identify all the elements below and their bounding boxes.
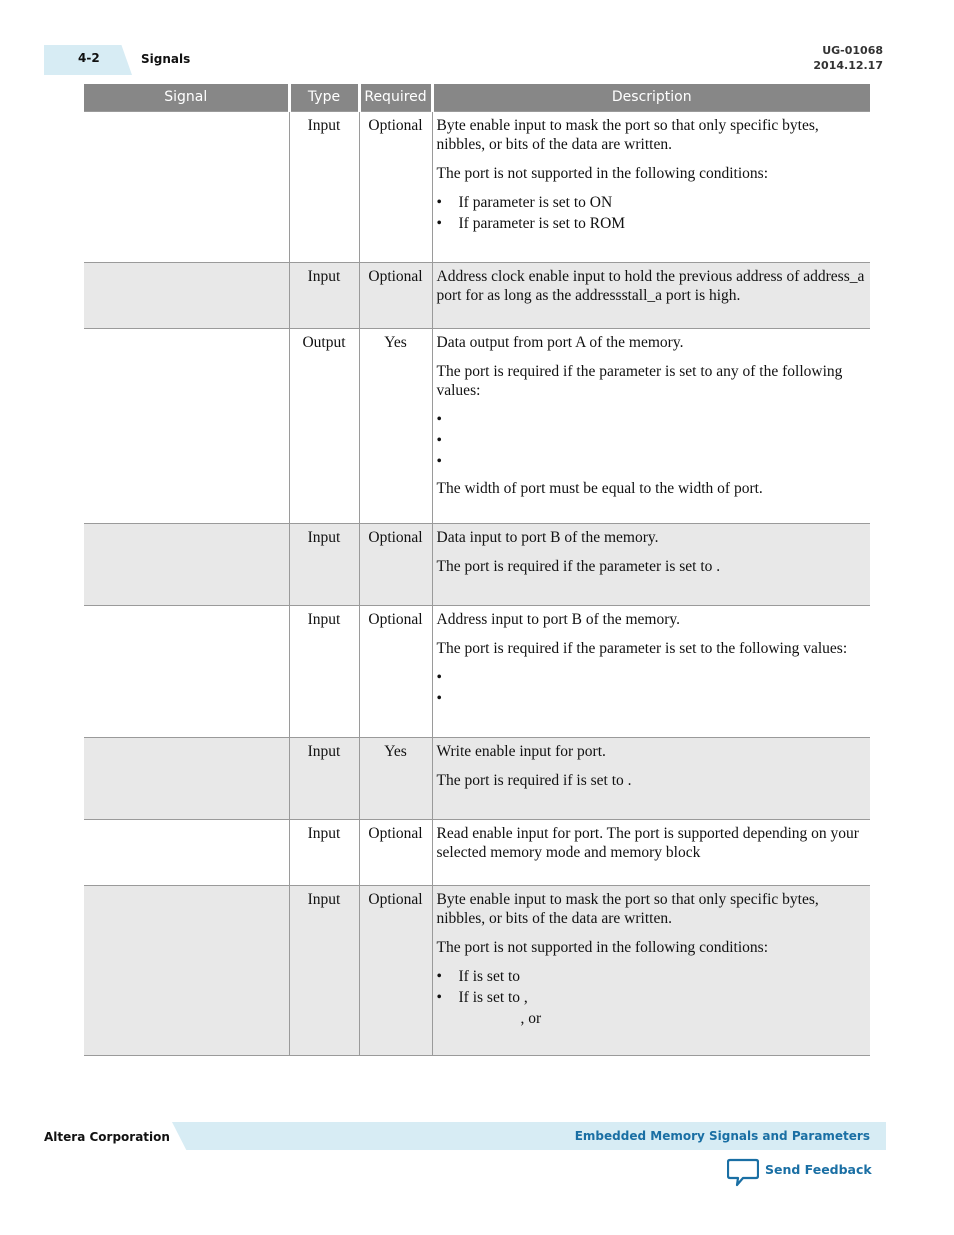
desc-list — [437, 668, 867, 710]
signal-cell — [84, 820, 289, 886]
desc-paragraph: Write enable input for port. — [436, 743, 606, 760]
type-cell: Input — [289, 524, 359, 606]
desc-paragraph: Data input to port B of the memory. — [436, 529, 659, 546]
desc-paragraph: Data output from port A of the memory. — [436, 334, 684, 351]
desc-paragraph: The port is not supported in the following conditions: — [436, 165, 768, 182]
required-cell: Yes — [359, 329, 432, 524]
desc-paragraph: Address input to port B of the memory. — [436, 611, 681, 628]
col-description: Description — [432, 84, 870, 112]
desc-paragraph: Byte enable input to mask the port so that only specific bytes, nibbles, or bits of the data are written. — [436, 117, 819, 153]
description-cell — [432, 886, 870, 1056]
description-cell — [432, 738, 870, 820]
table-row — [84, 886, 870, 1056]
type-cell: Output — [289, 329, 359, 524]
doc-title-link[interactable]: Embedded Memory Signals and Parameters — [574, 1129, 870, 1143]
required-cell: Optional — [359, 112, 432, 263]
page-number: 4-2 — [78, 51, 100, 65]
company-name: Altera Corporation — [44, 1130, 170, 1144]
signal-cell — [84, 606, 289, 738]
speech-bubble-icon[interactable] — [727, 1158, 759, 1188]
list-item: • If parameter is set to ON — [437, 193, 867, 214]
list-item — [437, 668, 867, 689]
required-cell: Optional — [359, 524, 432, 606]
desc-paragraph: The port is not supported in the following conditions: — [436, 939, 768, 956]
desc-paragraph: The port is required if the parameter is set to any of the following values: — [436, 363, 843, 399]
list-item: • If is set to , — [437, 988, 867, 1009]
signal-cell — [84, 738, 289, 820]
doc-id: UG-01068 — [822, 44, 883, 57]
description-cell — [432, 329, 870, 524]
desc-paragraph: Byte enable input to mask the port so that only specific bytes, nibbles, or bits of the data are written. — [436, 891, 819, 927]
table-row — [84, 329, 870, 524]
description-cell — [432, 112, 870, 263]
list-item — [437, 452, 867, 473]
table-row — [84, 524, 870, 606]
required-cell: Yes — [359, 738, 432, 820]
signal-cell — [84, 524, 289, 606]
type-cell: Input — [289, 606, 359, 738]
type-cell: Input — [289, 263, 359, 329]
table-row — [84, 112, 870, 263]
desc-paragraph: The port is required if the parameter is set to the following values: — [436, 640, 848, 657]
table-row — [84, 820, 870, 886]
description-cell — [432, 524, 870, 606]
list-item: • If parameter is set to ROM — [437, 214, 867, 235]
table-row — [84, 738, 870, 820]
signals-table — [84, 84, 870, 1056]
col-type: Type — [289, 84, 359, 112]
desc-paragraph: The port is required if is set to . — [436, 772, 632, 789]
type-cell: Input — [289, 886, 359, 1056]
desc-list — [437, 410, 867, 473]
col-signal: Signal — [84, 84, 289, 112]
signal-cell — [84, 112, 289, 263]
list-item — [437, 689, 867, 710]
doc-info — [813, 43, 883, 73]
list-item — [437, 410, 867, 431]
list-item — [437, 431, 867, 452]
type-cell: Input — [289, 820, 359, 886]
list-item: • If is set to — [437, 967, 867, 988]
type-cell: Input — [289, 738, 359, 820]
required-cell: Optional — [359, 606, 432, 738]
signal-cell — [84, 886, 289, 1056]
desc-paragraph: The port is required if the parameter is set to . — [436, 558, 721, 575]
description-cell — [432, 820, 870, 886]
table-header — [84, 84, 870, 112]
signal-cell — [84, 329, 289, 524]
desc-list — [437, 967, 867, 1009]
table-row — [84, 606, 870, 738]
send-feedback-link[interactable]: Send Feedback — [765, 1162, 872, 1177]
section-title: Signals — [141, 52, 191, 66]
desc-paragraph: The width of port must be equal to the width of port. — [436, 480, 763, 497]
doc-date: 2014.12.17 — [813, 59, 883, 72]
description-cell — [432, 606, 870, 738]
list-continuation: , or — [458, 1010, 542, 1027]
description-cell — [432, 263, 870, 329]
desc-list — [437, 193, 867, 235]
type-cell: Input — [289, 112, 359, 263]
required-cell: Optional — [359, 820, 432, 886]
desc-paragraph: Address clock enable input to hold the previous address of address_a port for as long as the addressstall_a port is high. — [436, 268, 865, 304]
required-cell: Optional — [359, 263, 432, 329]
table-row — [84, 263, 870, 329]
desc-paragraph: Read enable input for port. The port is supported depending on your selected memory mode and memory block — [436, 825, 859, 861]
required-cell: Optional — [359, 886, 432, 1056]
signal-cell — [84, 263, 289, 329]
col-required: Required — [359, 84, 432, 112]
